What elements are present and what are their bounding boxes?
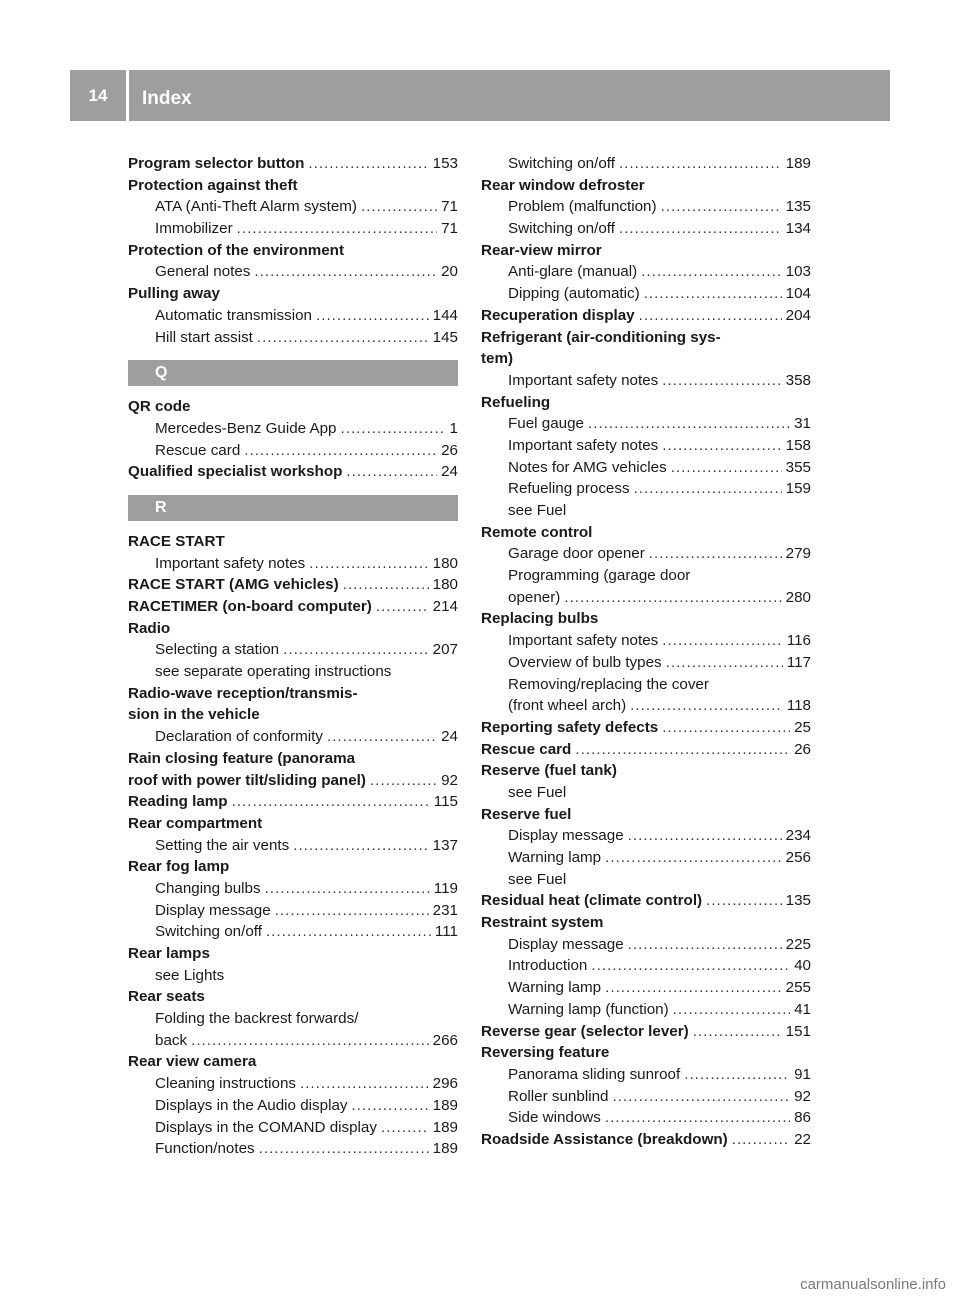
page-ref: 159 <box>785 480 811 498</box>
entry-text: Changing bulbs <box>155 879 261 897</box>
index-entry <box>481 413 811 435</box>
entry-text: Problem (malfunction) <box>508 198 657 216</box>
dot-leader <box>673 999 790 1021</box>
page-ref: 135 <box>785 892 811 910</box>
index-entry <box>128 748 458 770</box>
entry-text: Important safety notes <box>508 436 659 454</box>
dot-leader <box>693 1021 782 1043</box>
dot-leader <box>244 440 437 462</box>
entry-text: Declaration of conformity <box>155 728 323 746</box>
index-entry <box>481 782 811 804</box>
dot-leader <box>630 695 783 717</box>
entry-text: Automatic transmission <box>155 306 312 324</box>
index-entry <box>128 1117 458 1139</box>
page-ref: 296 <box>432 1075 458 1093</box>
dot-leader <box>662 370 781 392</box>
entry-text: Radio <box>128 619 171 637</box>
index-entry <box>128 813 458 835</box>
index-entry <box>481 175 811 197</box>
index-entry <box>481 587 811 609</box>
dot-leader <box>732 1129 790 1151</box>
page-ref: 24 <box>441 728 458 746</box>
page-ref: 26 <box>794 740 811 758</box>
dot-leader <box>351 1095 428 1117</box>
page-ref: 24 <box>441 463 458 481</box>
dot-leader <box>641 261 782 283</box>
index-entry <box>128 596 458 618</box>
index-entry <box>128 218 458 240</box>
index-entry <box>128 943 458 965</box>
index-entry <box>481 1064 811 1086</box>
entry-text: Reading lamp <box>128 793 228 811</box>
entry-text: Warning lamp <box>508 849 602 866</box>
dot-leader <box>591 955 790 977</box>
page-ref: 144 <box>432 306 458 324</box>
entry-text: Roller sunblind <box>508 1087 609 1105</box>
entry-text: Important safety notes <box>508 371 659 389</box>
index-entry <box>128 878 458 900</box>
entry-text: Program selector button <box>128 155 305 172</box>
entry-text: Protection against theft <box>128 176 298 194</box>
entry-text: Warning lamp <box>508 979 602 997</box>
dot-leader <box>661 196 782 218</box>
page-ref: 158 <box>785 436 811 454</box>
dot-leader <box>237 218 437 240</box>
entry-text: Display message <box>155 901 271 919</box>
index-entry <box>128 1138 458 1160</box>
index-entry <box>481 457 811 479</box>
entry-text: Removing/replacing the cover <box>508 675 709 693</box>
index-entry <box>128 305 458 327</box>
entry-text: Reporting safety defects <box>481 718 659 736</box>
index-entry <box>481 739 811 761</box>
page-ref: 145 <box>432 328 458 346</box>
entry-text: (front wheel arch) <box>508 697 627 715</box>
index-entry <box>481 370 811 392</box>
index-entry <box>128 553 458 575</box>
entry-text: RACE START <box>128 532 225 550</box>
dot-leader <box>361 196 437 218</box>
index-entry <box>481 392 811 414</box>
entry-text: Refueling process <box>508 480 630 498</box>
page-ref: 255 <box>785 979 811 997</box>
index-entry <box>128 396 458 418</box>
page-ref: 31 <box>794 415 811 433</box>
index-entry <box>128 153 458 175</box>
dot-leader <box>588 413 790 435</box>
index-entry <box>128 196 458 218</box>
page-ref: 189 <box>432 1096 458 1114</box>
entry-text: see Fuel <box>508 783 567 801</box>
index-entry <box>481 261 811 283</box>
entry-text: RACE START (AMG vehicles) <box>128 576 339 594</box>
page-ref: 234 <box>785 827 811 845</box>
page-ref: 189 <box>432 1140 458 1158</box>
index-entry <box>481 478 811 500</box>
dot-leader <box>605 847 782 869</box>
page-ref: 180 <box>432 554 458 572</box>
index-entry <box>128 921 458 943</box>
index-entry <box>481 890 811 912</box>
dot-leader <box>619 153 782 175</box>
index-entry <box>128 1073 458 1095</box>
dot-leader <box>191 1030 429 1052</box>
index-entry <box>128 639 458 661</box>
dot-leader <box>275 900 429 922</box>
dot-leader <box>612 1086 790 1108</box>
entry-text: sion in the vehicle <box>128 706 260 724</box>
entry-text: Introduction <box>508 957 588 975</box>
index-entry <box>481 1042 811 1064</box>
index-entry <box>128 531 458 553</box>
index-entry <box>481 435 811 457</box>
entry-text: Cleaning instructions <box>155 1075 296 1093</box>
dot-leader <box>343 574 429 596</box>
entry-text: Reversing feature <box>481 1044 610 1062</box>
index-entry <box>128 1030 458 1052</box>
index-entry <box>481 717 811 739</box>
index-entry <box>128 900 458 922</box>
index-entry <box>128 770 458 792</box>
dot-leader <box>283 639 429 661</box>
entry-text: Folding the backrest forwards/ <box>155 1010 359 1028</box>
dot-leader <box>662 435 781 457</box>
index-entry <box>128 791 458 813</box>
entry-text: Residual heat (climate control) <box>481 892 703 910</box>
index-entry <box>481 1086 811 1108</box>
page-ref: 134 <box>785 220 811 238</box>
index-entry <box>481 977 811 999</box>
entry-text: Switching on/off <box>155 923 262 941</box>
page-header <box>70 70 890 121</box>
entry-text: Rear compartment <box>128 814 263 832</box>
page-ref: 41 <box>794 1000 811 1018</box>
page-ref: 189 <box>785 155 811 172</box>
index-entry <box>481 218 811 240</box>
page-ref: 86 <box>794 1109 811 1127</box>
entry-text: Displays in the COMAND display <box>155 1118 377 1136</box>
index-entry <box>128 661 458 683</box>
entry-text: Protection of the environment <box>128 241 345 259</box>
dot-leader <box>564 587 781 609</box>
entry-text: General notes <box>155 263 251 281</box>
index-column-right <box>481 153 811 1151</box>
index-entry <box>128 461 458 483</box>
page-ref: 22 <box>794 1130 811 1148</box>
page-ref: 231 <box>432 901 458 919</box>
dot-leader <box>619 218 782 240</box>
index-entry <box>481 674 811 696</box>
index-entry <box>481 565 811 587</box>
index-entry <box>128 726 458 748</box>
index-entry <box>481 543 811 565</box>
index-entry <box>481 912 811 934</box>
index-entry <box>481 760 811 782</box>
index-entry <box>481 847 811 869</box>
dot-leader <box>370 770 437 792</box>
entry-text: ATA (Anti-Theft Alarm system) <box>155 198 357 216</box>
page-ref: 266 <box>432 1031 458 1049</box>
entry-text: see Lights <box>155 966 225 984</box>
index-entry <box>481 500 811 522</box>
entry-text: Displays in the Audio display <box>155 1096 348 1114</box>
entry-text: tem) <box>481 350 514 368</box>
index-entry <box>128 835 458 857</box>
index-entry <box>128 440 458 462</box>
entry-text: Rear window defroster <box>481 176 645 194</box>
entry-text: roof with power tilt/sliding panel) <box>128 771 366 789</box>
page-ref: 153 <box>432 155 458 172</box>
dot-leader <box>316 305 429 327</box>
dot-leader <box>327 726 437 748</box>
page-ref: 111 <box>434 923 458 941</box>
dot-leader <box>634 478 782 500</box>
index-entry <box>481 348 811 370</box>
entry-text: Function/notes <box>155 1140 255 1158</box>
entry-text: Anti-glare (manual) <box>508 263 638 281</box>
entry-text: Programming (garage door <box>508 567 691 585</box>
dot-leader <box>341 418 446 440</box>
dot-leader <box>649 543 782 565</box>
index-entry <box>481 522 811 544</box>
section-header: Q <box>128 360 458 386</box>
page-ref: 151 <box>785 1022 811 1040</box>
page-ref: 204 <box>785 306 811 324</box>
dot-leader <box>346 461 437 483</box>
watermark: carmanualsonline.info <box>800 1276 946 1293</box>
entry-text: Panorama sliding sunroof <box>508 1065 681 1083</box>
index-entry <box>481 804 811 826</box>
index-entry <box>128 283 458 305</box>
page-ref: 20 <box>441 263 458 281</box>
entry-text: Important safety notes <box>508 632 659 650</box>
entry-text: Recuperation display <box>481 306 635 324</box>
dot-leader <box>308 153 428 175</box>
page-ref: 26 <box>441 441 458 459</box>
index-entry <box>128 1051 458 1073</box>
dot-leader <box>266 921 431 943</box>
index-entry <box>481 955 811 977</box>
dot-leader <box>684 1064 790 1086</box>
entry-text: Rear view camera <box>128 1053 257 1071</box>
dot-leader <box>265 878 430 900</box>
dot-leader <box>381 1117 429 1139</box>
entry-text: Rear lamps <box>128 945 210 962</box>
index-entry <box>128 683 458 705</box>
page-ref: 189 <box>432 1118 458 1136</box>
page-ref: 207 <box>432 641 458 659</box>
page-ref: 214 <box>432 598 458 615</box>
index-entry <box>481 825 811 847</box>
entry-text: Qualified specialist workshop <box>128 463 343 481</box>
page-title: Index <box>142 88 192 109</box>
page-ref: 1 <box>449 419 458 437</box>
index-entry <box>481 652 811 674</box>
dot-leader <box>605 1107 790 1129</box>
entry-text: Roadside Assistance (breakdown) <box>481 1130 728 1148</box>
entry-text: see Fuel <box>508 870 567 888</box>
index-entry <box>481 327 811 349</box>
entry-text: Dipping (automatic) <box>508 285 640 303</box>
index-entry <box>128 618 458 640</box>
index-entry <box>481 196 811 218</box>
dot-leader <box>671 457 782 479</box>
index-entry <box>128 704 458 726</box>
index-entry <box>481 1107 811 1129</box>
index-entry <box>481 240 811 262</box>
page-ref: 25 <box>794 718 811 736</box>
entry-text: Selecting a station <box>155 641 280 659</box>
page-ref: 137 <box>432 836 458 854</box>
entry-text: Rear fog lamp <box>128 858 230 876</box>
entry-text: RACETIMER (on-board computer) <box>128 598 372 615</box>
entry-text: Display message <box>508 827 624 845</box>
entry-text: Important safety notes <box>155 554 306 572</box>
index-entry <box>481 153 811 175</box>
entry-text: opener) <box>508 588 561 606</box>
entry-text: QR code <box>128 398 191 416</box>
dot-leader <box>257 327 429 349</box>
dot-leader <box>293 835 428 857</box>
dot-leader <box>628 934 782 956</box>
index-entry <box>128 1008 458 1030</box>
index-entry <box>128 856 458 878</box>
entry-text: Reverse gear (selector lever) <box>481 1022 689 1040</box>
page-ref: 92 <box>441 771 458 789</box>
page-ref: 119 <box>433 879 458 897</box>
index-entry <box>128 261 458 283</box>
page-ref: 115 <box>433 793 458 811</box>
entry-text: Notes for AMG vehicles <box>508 458 667 476</box>
entry-text: Garage door opener <box>508 545 645 563</box>
dot-leader <box>639 305 782 327</box>
index-entry <box>128 574 458 596</box>
index-entry <box>481 999 811 1021</box>
entry-text: Hill start assist <box>155 328 253 346</box>
index-entry <box>481 305 811 327</box>
page-number: 14 <box>88 86 108 105</box>
page-ref: 71 <box>441 198 458 216</box>
dot-leader <box>376 596 429 618</box>
entry-text: Mercedes-Benz Guide App <box>155 419 337 437</box>
entry-text: Refrigerant (air-conditioning sys- <box>481 328 721 346</box>
entry-text: back <box>155 1031 188 1049</box>
entry-text: Pulling away <box>128 285 220 303</box>
page-ref: 355 <box>785 458 811 476</box>
page-ref: 92 <box>794 1087 811 1105</box>
entry-text: Replacing bulbs <box>481 610 599 628</box>
section-header: R <box>128 495 458 521</box>
entry-text: Switching on/off <box>508 155 615 172</box>
index-entry <box>481 695 811 717</box>
index-entry <box>128 175 458 197</box>
entry-text: Rescue card <box>481 740 572 758</box>
entry-text: Rear seats <box>128 988 205 1006</box>
dot-leader <box>232 791 430 813</box>
dot-leader <box>309 553 428 575</box>
entry-text: Refueling <box>481 393 551 411</box>
dot-leader <box>662 717 790 739</box>
index-column-left <box>128 153 458 1160</box>
entry-text: Display message <box>508 935 624 953</box>
entry-text: Fuel gauge <box>508 415 584 433</box>
page-ref: 71 <box>441 220 458 238</box>
index-entry <box>128 986 458 1008</box>
page-ref: 40 <box>794 957 811 975</box>
page-ref: 91 <box>794 1065 811 1083</box>
index-entry <box>481 608 811 630</box>
dot-leader <box>259 1138 429 1160</box>
dot-leader <box>300 1073 429 1095</box>
dot-leader <box>254 261 437 283</box>
page-ref: 280 <box>785 588 811 606</box>
entry-text: Rescue card <box>155 441 241 459</box>
page-ref: 135 <box>785 198 811 216</box>
dot-leader <box>628 825 782 847</box>
page-ref: 117 <box>786 653 811 671</box>
index-entry <box>481 869 811 891</box>
dot-leader <box>644 283 782 305</box>
page-ref: 180 <box>432 576 458 594</box>
dot-leader <box>666 652 783 674</box>
entry-text: Rain closing feature (panorama <box>128 749 356 767</box>
entry-text: Reserve fuel <box>481 805 572 823</box>
page-ref: 116 <box>786 632 811 650</box>
entry-text: Remote control <box>481 523 593 541</box>
entry-text: Immobilizer <box>155 220 233 238</box>
header-divider <box>126 70 129 121</box>
page-ref: 279 <box>785 545 811 563</box>
index-entry <box>481 630 811 652</box>
page-ref: 358 <box>785 371 811 389</box>
page-ref: 225 <box>785 935 811 953</box>
page-ref: 104 <box>785 285 811 303</box>
entry-text: Side windows <box>508 1109 601 1127</box>
index-entry <box>481 1129 811 1151</box>
entry-text: Setting the air vents <box>155 836 290 854</box>
entry-text: Overview of bulb types <box>508 653 662 671</box>
index-entry <box>128 1095 458 1117</box>
dot-leader <box>706 890 782 912</box>
entry-text: Radio-wave reception/transmis- <box>128 684 358 702</box>
index-entry <box>481 934 811 956</box>
entry-text: Reserve (fuel tank) <box>481 762 617 780</box>
index-entry <box>128 418 458 440</box>
entry-text: see Fuel <box>508 502 567 519</box>
dot-leader <box>575 739 790 761</box>
entry-text: Warning lamp (function) <box>508 1000 669 1018</box>
index-entry <box>128 965 458 987</box>
page-ref: 103 <box>785 263 811 281</box>
index-entry <box>128 240 458 262</box>
entry-text: Rear-view mirror <box>481 241 602 259</box>
entry-text: Switching on/off <box>508 220 615 238</box>
index-entry <box>128 327 458 349</box>
entry-text: Restraint system <box>481 914 604 932</box>
index-entry <box>481 1021 811 1043</box>
entry-text: see separate operating instructions <box>155 663 392 681</box>
dot-leader <box>605 977 782 999</box>
page-ref: 256 <box>785 849 811 866</box>
dot-leader <box>662 630 783 652</box>
index-entry <box>481 283 811 305</box>
page-ref: 118 <box>786 697 811 715</box>
